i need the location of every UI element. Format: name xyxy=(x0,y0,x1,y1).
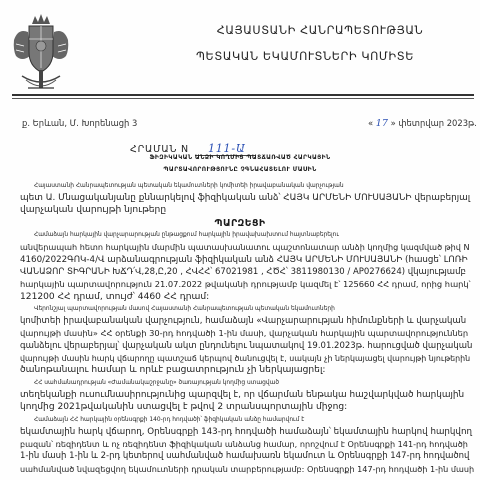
intro-line: Հայաստանի Հանրապետության պետական եկամուտների կոմիտեի իրավաբանական վարչության xyxy=(34,183,344,189)
document-date xyxy=(368,118,477,129)
order-label: ՀՐԱՄԱՆ N xyxy=(130,144,189,155)
organization-committee: ՊԵՏԱԿԱՆ ԵԿԱՄՈՒՏՆԵՐԻ ԿՈՄԻՏԵ xyxy=(196,50,414,63)
body-line: սահմանված նվազեցվող եկամուտների դրական տարբերությամբ: Օրենսգրքի 147-րդ հոդվածի 1-ին մասի xyxy=(20,463,475,474)
body-line: վարույթի մասին» ՀՀ օրենքի 30-րդ հոդվածի 1-ին մասի, վարչական հարկային պարտավորություններ xyxy=(20,328,469,339)
order-number xyxy=(130,142,255,156)
body-line: Համաձայն ՀՀ հարկային օրենսգրքի 140-րդ հոդվածի՝ ֆիզիկական անձը համարվում է xyxy=(34,416,305,423)
body-line: Վերոնշյալ պարտավորության մասով Հայաստանի Հանրապետության պետական եկամուտների xyxy=(34,305,335,312)
body-line: հարկային պարտավորություն 21.07.2022 թվականի դրությամբ կազմել է՝ 125660 ՀՀ դրամ, որից հարկ՝ xyxy=(20,279,471,290)
body-line: վարույթի մասին հարկ վճարողը պատշաճ կերպով ծանուցվել է, սակայն չի ներկայացել վարույթի նյութերին xyxy=(20,354,471,363)
body-line: ՎԱՆԱՁՈՐ ՏԻԳՐԱՆԻ ԽՃԴ՛Վ,28,Ը,20 , ՀՎՀՀ՝ 67021981 , ՀԾՀ՝ 3811980130 / AP0276624) վկայությամբ xyxy=(20,266,466,277)
body-line: անվերապահ հետո հարկային մարմին պատասխանատու պաշտոնատար անձի կողմից կազմված թիվ N xyxy=(20,242,470,253)
body-line: կոմիտեի իրավաբանական վարչություն, համաձայն «Վարչարարության հիմունքների և վարչական xyxy=(20,316,467,327)
body-line: 1-ին մասի 1-ին և 2-րդ կետերով սահմանված համախառն եկամուտ և Օրենսգրքի 147-րդ հոդվածով xyxy=(20,451,470,462)
body-line: տեղեկանքի ուսումնասիրությունից պարզվել է, որ վճարման ենթակա հաշվարկված հարկային xyxy=(20,389,465,400)
date-suffix: » փետրվար 2023թ. xyxy=(390,118,477,128)
section-heading: ՊԱՐԶԵՑԻ xyxy=(214,218,266,229)
order-title-line-2: ՊԱՐՏԱՎՈՐՈՒԹՅՈՒՆԸ ՉԳՆԱՀԱՏԵԼՈՒ ՄԱՍԻՆ xyxy=(163,167,317,173)
intro-line: պետ Ա. Մնացականյանը քննարկելով ֆիզիկական անձ՝ ՀԱՅԿ ԱՐՄԵՆԻ ՄՈՒՍԱՅԱՆԻ վերաբերյալ xyxy=(20,193,471,203)
order-number-value: 111-Ա xyxy=(207,142,246,155)
body-line: կողմից 2021թվականին ստացվել է թվով 2 տրանսպորտային միջոց: xyxy=(20,402,348,413)
body-line: ծանոթանալու համար և որևէ բացատրություն չի ներկայացրել: xyxy=(20,365,326,376)
coat-of-arms-emblem xyxy=(12,10,70,96)
organization-country: ՀԱՅԱՍՏԱՆԻ ՀԱՆՐԱՊԵՏՈՒԹՅԱՆ xyxy=(216,24,424,37)
date-prefix: « xyxy=(368,118,374,128)
header-divider-thick xyxy=(12,94,474,96)
intro-line: վարչական վարույթի նյութերը xyxy=(20,205,167,215)
body-line: Համաձայն հարկային վարչարարության ընթացքում հարկային իրավախախտում հայտնաբերելու xyxy=(34,232,339,238)
body-line: 121200 ՀՀ դրամ, տույժ՝ 4460 ՀՀ դրամ: xyxy=(20,291,210,302)
order-number-field xyxy=(195,142,255,156)
date-day: 17 xyxy=(375,118,388,129)
address: ք. Երևան, Մ. Խորենացի 3 xyxy=(22,118,138,128)
body-line: բազան՝ ռեզիդենտ և ոչ ռեզիդենտ ֆիզիկական անձանց համար, որոշվում է Օրենսգրքի 141-րդ հոդվածի xyxy=(20,439,468,450)
body-line: ՀՀ սահմանադրության «Ժամանակաշրջանը» ծառայության կողմից ստացված xyxy=(34,379,280,386)
body-line: գանձելու վերաբերյալ՝ վարչական ակտ ընդունելու նպատակով 19.01.2023թ. հարուցված վարչական xyxy=(20,340,473,351)
body-line: 4160/2022ԳՈԿ-4/Վ արձանագրության ֆիզիկական անձ ՀԱՅԿ ԱՐՄԵՆԻ ՄՈՒՍԱՅԱՆԻ (հասցե՝ ԼՈՌԻ xyxy=(20,254,468,265)
body-line: եկամտային հարկ վճարող, Օրենսգրքի 143-րդ հոդվածի համաձայն՝ եկամտային հարկով հարկվող xyxy=(20,426,472,437)
header-divider-thin xyxy=(12,98,474,99)
order-title-line-1: ՖԻԶԻԿԱԿԱՆ ԱՆՁԻ ԿՈՂՄԻՑ ՊԱՏՃԱՌՎԱԾ ՀԱՐԿԱՅԻՆ xyxy=(149,155,331,161)
